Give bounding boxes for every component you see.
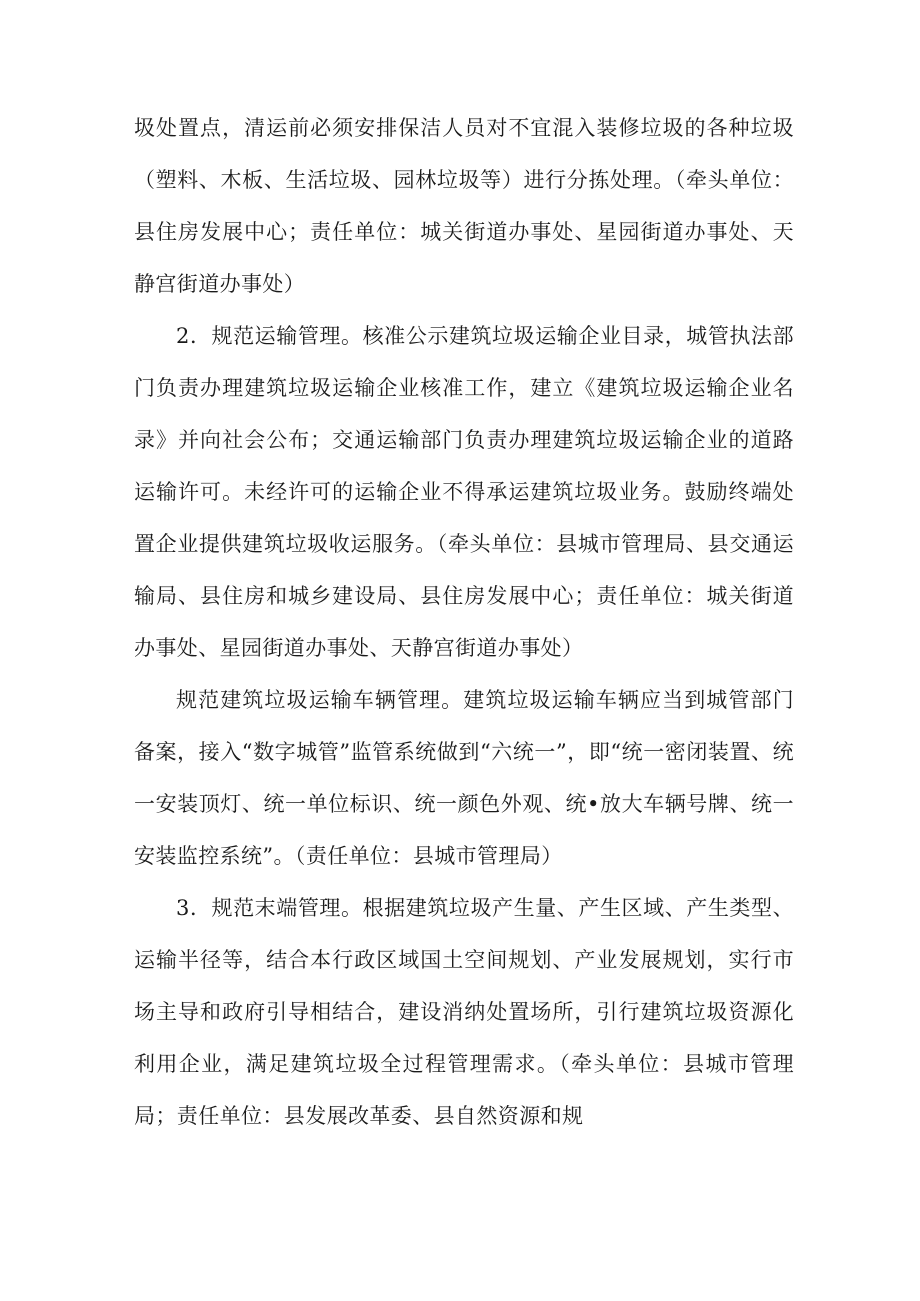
paragraph-vehicle-management: 规范建筑垃圾运输车辆管理。建筑垃圾运输车辆应当到城管部门备案，接入“数字城管”监管系统做到“六统一”，即“统一密闭装置、统一安装顶灯、统一单位标识、统一颜色外观、统•放大车辆号牌、统一安装监控系统”。（责任单位：县城市管理局） [134, 688, 794, 868]
paragraph-transport-management: 2．规范运输管理。核准公示建筑垃圾运输企业目录，城管执法部门负责办理建筑垃圾运输企业核准工作，建立《建筑垃圾运输企业名录》并向社会公布；交通运输部门负责办理建筑垃圾运输企业的道路运输许可。未经许可的运输企业不得承运建筑垃圾业务。鼓励终端处置企业提供建筑垃圾收运服务。（牵头单位：县城市管理局、县交通运输局、县住房和城乡建设局、县住房发展中心；责任单位：城关街道办事处、星园街道办事处、天静宫街道办事处） [134, 324, 794, 660]
document-body [134, 102, 794, 1142]
paragraph-terminal-management: 3．规范末端管理。根据建筑垃圾产生量、产生区域、产生类型、运输半径等，结合本行政区域国土空间规划、产业发展规划，实行市场主导和政府引导相结合，建设消纳处置场所，引行建筑垃圾资源化利用企业，满足建筑垃圾全过程管理需求。（牵头单位：县城市管理局；责任单位：县发展改革委、县自然资源和规 [134, 896, 794, 1128]
paragraph-waste-sorting: 圾处置点，清运前必须安排保洁人员对不宜混入装修垃圾的各种垃圾（塑料、木板、生活垃圾、园林垃圾等）进行分拣处理。（牵头单位：县住房发展中心；责任单位：城关街道办事处、星园街道办事处、天静宫街道办事处） [134, 116, 794, 296]
